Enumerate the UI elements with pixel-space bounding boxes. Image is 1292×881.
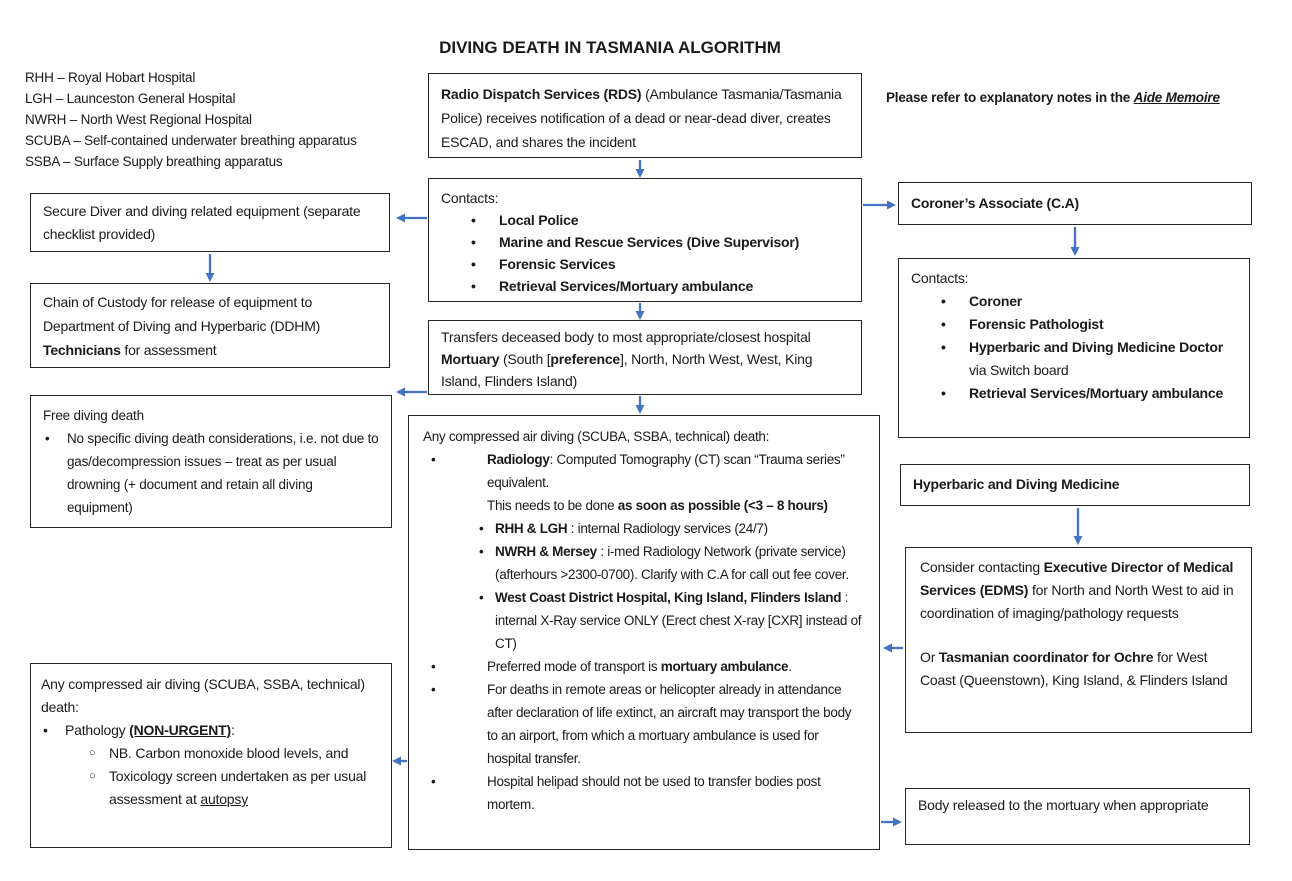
- circle-bullet-icon: ○: [89, 747, 96, 759]
- list-item: [423, 517, 865, 540]
- radiology-label: Radiology: [487, 452, 550, 467]
- hyperbaric-medicine-box: [900, 464, 1250, 506]
- transfer-text: (South [: [499, 351, 551, 367]
- transport-item: [487, 655, 792, 678]
- transfer-mortuary: Mortuary: [441, 351, 500, 367]
- list-item: [41, 719, 381, 742]
- pathology-box: [30, 663, 392, 848]
- bullet-icon: •: [471, 234, 476, 250]
- transfer-body-box: [428, 320, 862, 395]
- page-title: DIVING DEATH IN TASMANIA ALGORITHM: [439, 38, 781, 57]
- edms-coordination-box: [905, 547, 1252, 733]
- secure-diver-box: [30, 193, 390, 252]
- coroners-associate-box: [898, 182, 1252, 225]
- contact-marine-rescue: Marine and Rescue Services (Dive Supervisor): [499, 234, 800, 250]
- transfer-text: ], North, North West, West, King Island, Flinders Island): [441, 351, 813, 389]
- list-item: [423, 678, 865, 770]
- edms-text: Consider contacting: [920, 559, 1044, 575]
- body-released-box: [905, 788, 1250, 845]
- list-item: [441, 275, 849, 297]
- custody-technicians: Technicians: [43, 342, 121, 358]
- bullet-icon: •: [941, 293, 946, 309]
- rds-box-text: (Ambulance Tasmania/Tasmania Police) receives notification of a dead or near-dead diver, creates ESCAD, and shares the incident: [441, 86, 842, 150]
- legend-line: NWRH – North West Regional Hospital: [25, 112, 252, 127]
- dispatch-contacts-box: [428, 178, 862, 302]
- list-item: [423, 770, 865, 816]
- list-item: [423, 540, 865, 586]
- body-released-text: Body released to the mortuary when appropriate: [918, 797, 1209, 813]
- list-item: [911, 336, 1237, 382]
- list-item: [441, 231, 849, 253]
- list-item: [423, 448, 865, 517]
- legend-line: SCUBA – Self-contained underwater breathing apparatus: [25, 133, 357, 148]
- bullet-icon: •: [479, 521, 484, 536]
- bullet-icon: •: [45, 431, 50, 446]
- paragraph-gap: [920, 625, 1237, 646]
- contact-forensic-services: Forensic Services: [499, 256, 616, 272]
- contact-coroner: Coroner: [969, 293, 1023, 309]
- aide-memoire-reference: Aide Memoire: [1133, 90, 1220, 105]
- bullet-icon: •: [479, 590, 484, 605]
- transfer-text: Transfers deceased body to most appropriate/closest hospital: [441, 329, 811, 345]
- bullet-icon: •: [471, 212, 476, 228]
- contact-retrieval-services: Retrieval Services/Mortuary ambulance: [499, 278, 754, 294]
- list-item: [41, 765, 381, 811]
- west-coast-text: : internal X-Ray service ONLY (Erect chest X-ray [CXR] instead of CT): [495, 590, 862, 651]
- coroner-contacts-box: [898, 258, 1250, 438]
- bullet-icon: •: [43, 722, 48, 738]
- rds-box-heading: Radio Dispatch Services (RDS): [441, 86, 642, 102]
- list-item: [41, 742, 381, 765]
- ochre-text: Or: [920, 649, 939, 665]
- radiology-text: : Computed Tomography (CT) scan “Trauma series” equivalent.: [487, 452, 845, 490]
- contact-hyperbaric-doctor: [969, 336, 1237, 382]
- bullet-icon: •: [431, 682, 436, 697]
- carbon-monoxide-item: NB. Carbon monoxide blood levels, and: [109, 745, 349, 761]
- edms-text: for North and North West to aid in coordination of imaging/pathology requests: [920, 582, 1234, 621]
- nwrh-mersey-label: NWRH & Mersey: [495, 544, 597, 559]
- remote-deaths-item: For deaths in remote areas or helicopter already in attendance after declaration of life extinct, an aircraft may transport the body to an airport, from which a mortuary ambulance is used for hospital transfer.: [487, 682, 852, 766]
- coroners-associate-title: Coroner’s Associate (C.A): [911, 195, 1079, 211]
- autopsy-text: autopsy: [200, 791, 248, 807]
- legend-line: RHH – Royal Hobart Hospital: [25, 70, 196, 85]
- rhh-lgh-text: : internal Radiology services (24/7): [567, 521, 768, 536]
- switchboard-text: via Switch board: [969, 362, 1069, 378]
- free-diving-item: No specific diving death considerations, i.e. not due to gas/decompression issues – treat as per usual drowning (+ document and retain all diving equipment): [67, 431, 379, 515]
- helipad-item: Hospital helipad should not be used to transfer bodies post mortem.: [487, 774, 821, 812]
- toxicology-item: [109, 765, 381, 811]
- edms-label: Executive Director of Medical Services (EDMS): [920, 559, 1234, 598]
- compressed-air-intro: Any compressed air diving (SCUBA, SSBA, technical) death:: [423, 429, 770, 444]
- nwrh-mersey-item: [495, 540, 865, 586]
- west-coast-item: [495, 586, 865, 655]
- contact-forensic-pathologist: Forensic Pathologist: [969, 316, 1104, 332]
- ochre-label: Tasmanian coordinator for Ochre: [938, 649, 1154, 665]
- compressed-air-death-box: [408, 415, 880, 850]
- custody-text: Chain of Custody for release of equipment to Department of Diving and Hyperbaric (DDHM): [43, 294, 321, 334]
- list-item: [911, 313, 1237, 336]
- bullet-icon: •: [431, 659, 436, 674]
- ochre-text: for West Coast (Queenstown), King Island, & Flinders Island: [920, 649, 1228, 688]
- bullet-icon: •: [941, 339, 946, 355]
- list-item: [423, 655, 865, 678]
- bullet-icon: •: [479, 544, 484, 559]
- abbreviation-legend: [25, 67, 357, 172]
- bullet-icon: •: [941, 316, 946, 332]
- list-item: [423, 586, 865, 655]
- list-item: [911, 382, 1237, 405]
- bullet-icon: •: [941, 385, 946, 401]
- west-coast-label: West Coast District Hospital, King Island, Flinders Island: [495, 590, 842, 605]
- note-text: Please refer to explanatory notes in the: [886, 90, 1134, 105]
- contacts-label: Contacts:: [911, 270, 969, 286]
- pathology-label: Pathology: [65, 722, 130, 738]
- contact-local-police: Local Police: [499, 212, 579, 228]
- transport-text: Preferred mode of transport is: [487, 659, 661, 674]
- transport-bold: mortuary ambulance: [660, 659, 789, 674]
- radiology-item: [487, 448, 865, 517]
- custody-text: for assessment: [120, 342, 217, 358]
- pathology-intro: Any compressed air diving (SCUBA, SSBA, technical) death:: [41, 676, 365, 715]
- free-diving-death-box: [30, 395, 392, 528]
- transfer-preference: preference: [550, 351, 621, 367]
- bullet-icon: •: [471, 278, 476, 294]
- list-item: [441, 253, 849, 275]
- pathology-colon: :: [230, 722, 235, 738]
- toxicology-text: Toxicology screen undertaken as per usual assessment at: [109, 768, 367, 807]
- asap-bold: as soon as possible (<3 – 8 hours): [617, 498, 828, 513]
- rds-box: [428, 73, 862, 158]
- rhh-lgh-label: RHH & LGH: [495, 521, 568, 536]
- transport-period: .: [788, 659, 792, 674]
- hyperbaric-medicine-title: Hyperbaric and Diving Medicine: [913, 476, 1120, 492]
- bullet-icon: •: [431, 452, 436, 467]
- rhh-lgh-item: [495, 517, 768, 540]
- ochre-paragraph: [920, 646, 1237, 692]
- legend-line: SSBA – Surface Supply breathing apparatus: [25, 154, 283, 169]
- edms-paragraph: [920, 556, 1237, 625]
- list-item: [43, 427, 379, 519]
- list-item: [911, 290, 1237, 313]
- legend-line: LGH – Launceston General Hospital: [25, 91, 236, 106]
- free-diving-title: Free diving death: [43, 408, 144, 423]
- contacts-label: Contacts:: [441, 190, 499, 206]
- hyperbaric-doctor-label: Hyperbaric and Diving Medicine Doctor: [969, 339, 1223, 355]
- nwrh-mersey-text: : i-med Radiology Network (private service) (afterhours >2300-0700). Clarify with C.A for call out fee cover.: [495, 544, 849, 582]
- aide-memoire-note: [886, 90, 1256, 105]
- pathology-item: [65, 719, 235, 742]
- contact-retrieval-services: Retrieval Services/Mortuary ambulance: [969, 385, 1224, 401]
- circle-bullet-icon: ○: [89, 770, 96, 782]
- asap-text: This needs to be done: [487, 498, 618, 513]
- bullet-icon: •: [431, 774, 436, 789]
- bullet-icon: •: [471, 256, 476, 272]
- list-item: [441, 209, 849, 231]
- secure-diver-text: Secure Diver and diving related equipment (separate checklist provided): [43, 203, 361, 242]
- non-urgent-label: (NON-URGENT): [129, 722, 231, 738]
- chain-of-custody-box: [30, 283, 390, 368]
